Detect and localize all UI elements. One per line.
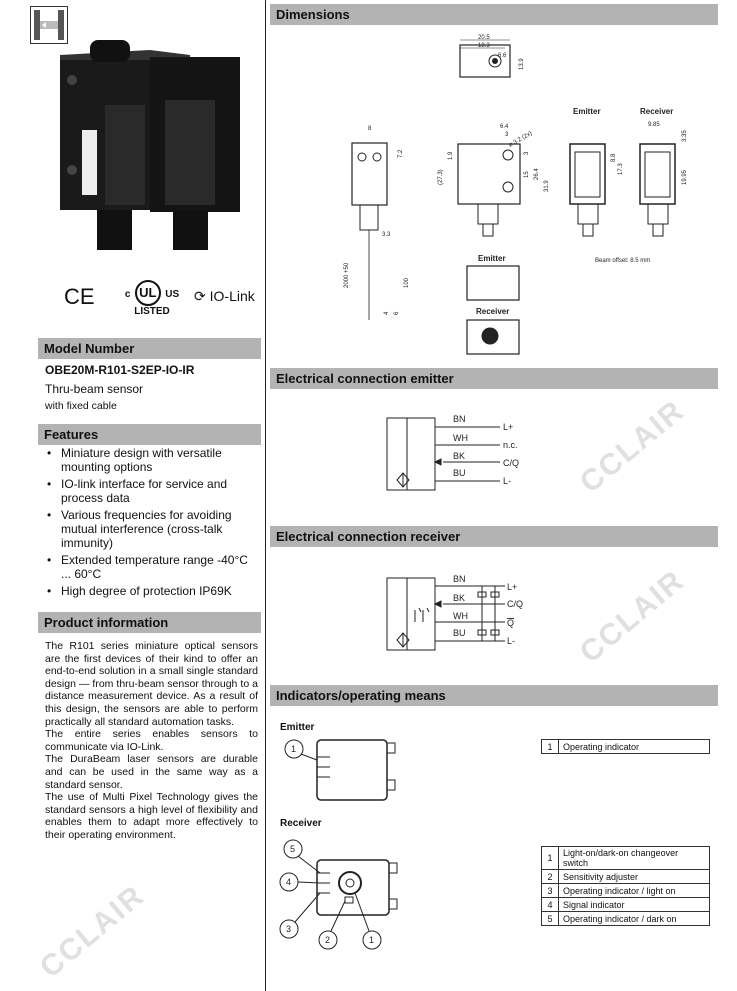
paragraph: The use of Multi Pixel Technology gives the standard sensors a high level of flexibility and enables them to adapt more effectively to their operating environment. bbox=[45, 791, 258, 841]
product-photo bbox=[50, 35, 250, 255]
callout-number: 1 bbox=[369, 935, 375, 945]
dim-label: 100 bbox=[404, 277, 410, 288]
dim-label: 26.4 bbox=[534, 168, 540, 180]
paragraph: The DuraBeam laser sensors are durable and can be used in the same way as a standard sensor. bbox=[45, 753, 258, 791]
receiver-connection-header: Electrical connection receiver bbox=[270, 526, 718, 547]
watermark: CCLAIR bbox=[33, 878, 151, 985]
emitter-wiring-diagram bbox=[385, 410, 545, 495]
column-divider bbox=[265, 0, 266, 991]
item-number: 3 bbox=[542, 884, 559, 898]
ul-us-text: US bbox=[165, 289, 180, 300]
item-number: 1 bbox=[542, 740, 559, 754]
callout-number: 2 bbox=[325, 935, 331, 945]
wire-signal: L+ bbox=[507, 582, 518, 592]
model-number-header: Model Number bbox=[38, 338, 261, 359]
dim-label: 8 bbox=[368, 126, 372, 132]
features-header: Features bbox=[38, 424, 261, 445]
dim-label: 20.5 bbox=[478, 35, 490, 41]
dim-label: 3.3 bbox=[382, 232, 391, 238]
wire-color: WH bbox=[453, 611, 468, 621]
dim-label: 4 bbox=[384, 311, 390, 315]
dim-label: ø 3.2 (2x) bbox=[508, 130, 534, 149]
item-description: Operating indicator bbox=[559, 740, 710, 754]
callout-number: 1 bbox=[291, 744, 297, 754]
wire-color: BK bbox=[453, 593, 466, 603]
wire-signal: C/Q bbox=[507, 599, 524, 609]
iolink-icon: ⟳ bbox=[194, 288, 206, 304]
wire-color: BU bbox=[453, 628, 466, 638]
wire-signal: C/Q bbox=[503, 458, 520, 468]
dim-label: 13.9 bbox=[519, 58, 525, 70]
receiver-wiring-diagram bbox=[385, 570, 545, 655]
indicators-header: Indicators/operating means bbox=[270, 685, 718, 706]
table-row bbox=[542, 870, 710, 884]
wire-signal: Q bbox=[507, 618, 515, 628]
sensor-type: Thru-beam sensor bbox=[45, 382, 144, 396]
dim-label: 31.9 bbox=[544, 180, 550, 192]
table-row bbox=[542, 740, 710, 754]
dim-label: 1.9 bbox=[448, 151, 454, 160]
wire-color: WH bbox=[453, 433, 468, 443]
ul-listed-logo bbox=[124, 280, 180, 317]
wire-color: BU bbox=[453, 468, 466, 478]
wire-signal: n.c. bbox=[503, 440, 518, 450]
dim-label: 3.35 bbox=[682, 130, 688, 142]
paragraph: The entire series enables sensors to communicate via IO-Link. bbox=[45, 728, 258, 753]
emitter-connection-header: Electrical connection emitter bbox=[270, 368, 718, 389]
table-row bbox=[542, 847, 710, 870]
item-number: 2 bbox=[542, 870, 559, 884]
dim-label: 3 bbox=[524, 151, 530, 155]
receiver-indicator-drawing bbox=[275, 835, 415, 955]
watermark: CCLAIR bbox=[573, 393, 691, 500]
receiver-label: Receiver bbox=[640, 107, 674, 116]
dim-label: 18.3 bbox=[478, 43, 490, 49]
dim-label: 6.6 bbox=[498, 53, 507, 59]
paragraph: The R101 series miniature optical sensors are the first devices of their kind to offer an end-to-end solution in a small single standard design — from thru-beam sensor through to a distance measurement device. As a result of this design, the sensors are able to perform practically all standard automation tasks. bbox=[45, 640, 258, 728]
receiver-indicator-label: Receiver bbox=[280, 818, 322, 829]
model-number: OBE20M-R101-S2EP-IO-IR bbox=[45, 363, 195, 377]
item-number: 5 bbox=[542, 912, 559, 926]
callout-number: 5 bbox=[290, 844, 296, 854]
ce-mark-logo: CE bbox=[64, 284, 95, 309]
wire-signal: L- bbox=[507, 636, 516, 646]
dim-label: 19.95 bbox=[682, 169, 688, 185]
iolink-logo bbox=[194, 288, 255, 305]
watermark: CCLAIR bbox=[573, 563, 691, 670]
receiver-label: Receiver bbox=[476, 307, 510, 316]
emitter-label: Emitter bbox=[478, 254, 506, 263]
item-description: Light-on/dark-on changeover switch bbox=[559, 847, 710, 870]
product-information-text bbox=[45, 640, 258, 842]
feature-item: • Extended temperature range -40°C ... 60°C bbox=[45, 553, 259, 581]
callout-number: 3 bbox=[286, 924, 292, 934]
dim-label: 2000 +50 bbox=[344, 262, 350, 288]
dim-label: 3 bbox=[505, 132, 509, 138]
wire-signal: L+ bbox=[503, 422, 514, 432]
ul-c-text: c bbox=[124, 289, 131, 300]
table-row bbox=[542, 912, 710, 926]
dimensions-header: Dimensions bbox=[270, 4, 718, 25]
dim-label: 7.2 bbox=[398, 149, 404, 158]
emitter-indicator-table bbox=[541, 739, 710, 754]
table-row bbox=[542, 884, 710, 898]
receiver-indicator-table bbox=[541, 846, 710, 926]
feature-item: • Miniature design with versatile mounting options bbox=[45, 446, 259, 474]
wire-color: BN bbox=[453, 414, 466, 424]
wire-color: BN bbox=[453, 574, 466, 584]
features-list bbox=[45, 446, 259, 601]
item-description: Signal indicator bbox=[559, 898, 710, 912]
beam-offset-note: Beam offset: 8.5 mm bbox=[595, 258, 651, 264]
dim-label: 8.8 bbox=[611, 153, 617, 162]
feature-item: • IO-link interface for service and process data bbox=[45, 477, 259, 505]
dim-label: 9.85 bbox=[648, 122, 660, 128]
dim-label: 6 bbox=[394, 311, 400, 315]
wire-signal: L- bbox=[503, 476, 512, 486]
emitter-label: Emitter bbox=[573, 107, 601, 116]
feature-item: • High degree of protection IP69K bbox=[45, 584, 259, 598]
item-description: Operating indicator / dark on bbox=[559, 912, 710, 926]
feature-item: • Various frequencies for avoiding mutual interference (cross-talk immunity) bbox=[45, 508, 259, 550]
table-row bbox=[542, 898, 710, 912]
ul-text: UL bbox=[135, 280, 161, 306]
dim-label: 15 bbox=[524, 171, 530, 178]
dimension-drawing bbox=[330, 30, 720, 360]
dim-label: (27.3) bbox=[438, 169, 444, 185]
item-description: Operating indicator / light on bbox=[559, 884, 710, 898]
sensor-subtype: with fixed cable bbox=[45, 400, 117, 412]
dim-label: 6.4 bbox=[500, 124, 509, 130]
product-information-header: Product information bbox=[38, 612, 261, 633]
ul-listed-text: LISTED bbox=[134, 306, 170, 317]
iolink-text: IO-Link bbox=[209, 288, 255, 304]
emitter-indicator-label: Emitter bbox=[280, 722, 315, 733]
item-number: 4 bbox=[542, 898, 559, 912]
callout-number: 4 bbox=[286, 877, 292, 887]
emitter-indicator-drawing bbox=[282, 735, 412, 805]
item-description: Sensitivity adjuster bbox=[559, 870, 710, 884]
item-number: 1 bbox=[542, 847, 559, 870]
wire-color: BK bbox=[453, 451, 466, 461]
dim-label: 17.3 bbox=[618, 163, 624, 175]
